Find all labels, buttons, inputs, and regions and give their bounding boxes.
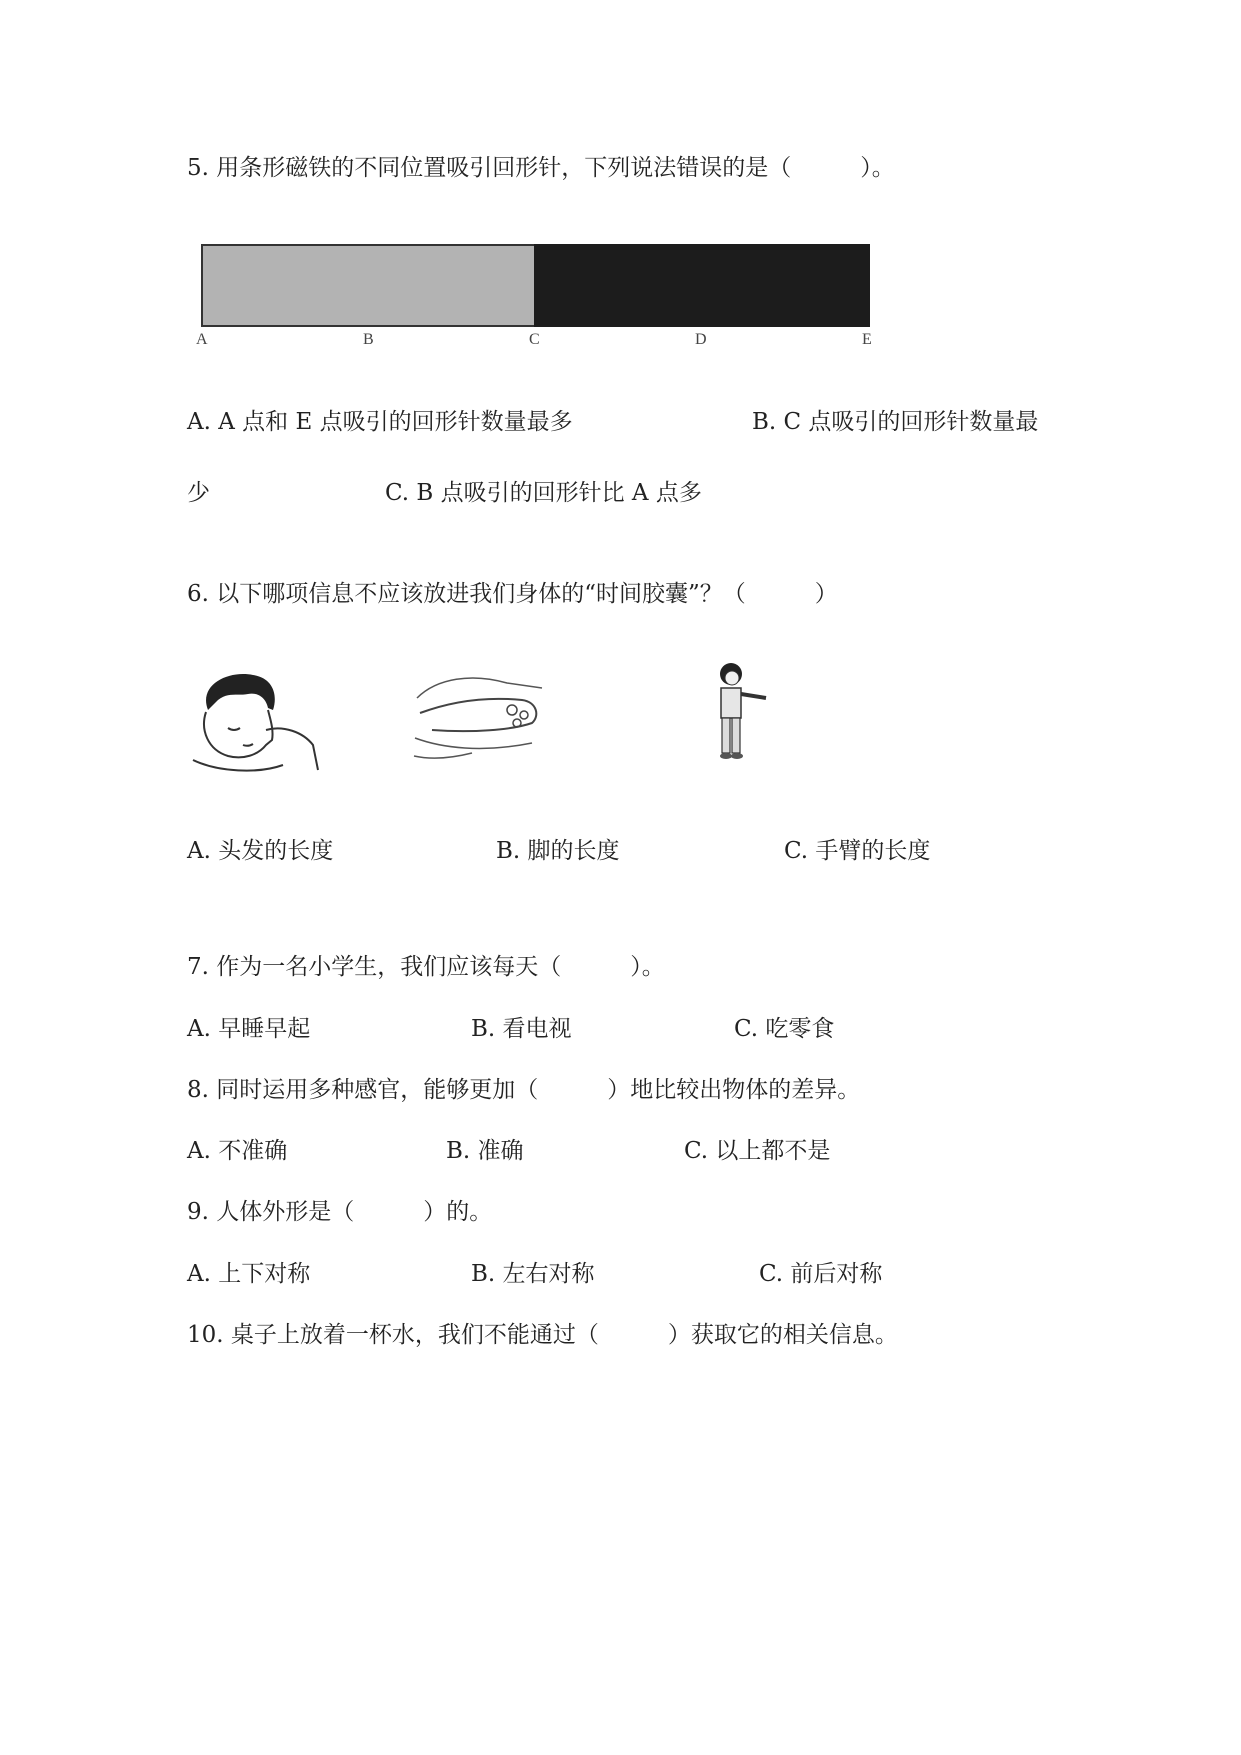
magnet-left-half [202,245,535,326]
q5-option-b-continued: 少 [187,480,210,506]
magnet-label-a: A [196,331,208,348]
q6-option-c[interactable]: C. 手臂的长度 [784,838,931,864]
q6-option-a[interactable]: A. 头发的长度 [187,838,334,864]
magnet-label-d: D [695,331,707,348]
q8-option-c[interactable]: C. 以上都不是 [684,1138,831,1164]
magnet-label-b: B [363,331,374,348]
magnet-label-e: E [862,331,872,348]
q9-stem: 9. 人体外形是（ ）的。 [187,1199,493,1225]
q7-option-a[interactable]: A. 早睡早起 [187,1016,311,1042]
q5-stem: 5. 用条形磁铁的不同位置吸引回形针，下列说法错误的是（ ）。 [187,155,895,181]
q8-option-b[interactable]: B. 准确 [446,1138,524,1164]
q5-option-c[interactable]: C. B 点吸引的回形针比 A 点多 [385,480,702,506]
magnet-label-c: C [529,331,540,348]
q8-option-a[interactable]: A. 不准确 [187,1138,288,1164]
q6-stem: 6. 以下哪项信息不应该放进我们身体的“时间胶囊”？（ ） [187,581,838,607]
q7-option-b[interactable]: B. 看电视 [471,1016,572,1042]
q9-option-a[interactable]: A. 上下对称 [187,1261,311,1287]
q6-option-b[interactable]: B. 脚的长度 [496,838,620,864]
magnet-right-half [535,245,869,326]
q5-option-b[interactable]: B. C 点吸引的回形针数量最 [752,409,1039,435]
q9-option-c[interactable]: C. 前后对称 [759,1261,883,1287]
q7-stem: 7. 作为一名小学生，我们应该每天（ ）。 [187,954,665,980]
foot-illustration [412,668,547,768]
q5-option-a[interactable]: A. A 点和 E 点吸引的回形针数量最多 [187,409,573,435]
q9-option-b[interactable]: B. 左右对称 [471,1261,595,1287]
boy-arm-illustration [706,660,776,765]
q8-stem: 8. 同时运用多种感官，能够更加（ ）地比较出物体的差异。 [187,1077,861,1103]
q10-stem: 10. 桌子上放着一杯水，我们不能通过（ ）获取它的相关信息。 [187,1322,898,1348]
q7-option-c[interactable]: C. 吃零食 [734,1016,835,1042]
sleeping-child-illustration [188,670,328,780]
